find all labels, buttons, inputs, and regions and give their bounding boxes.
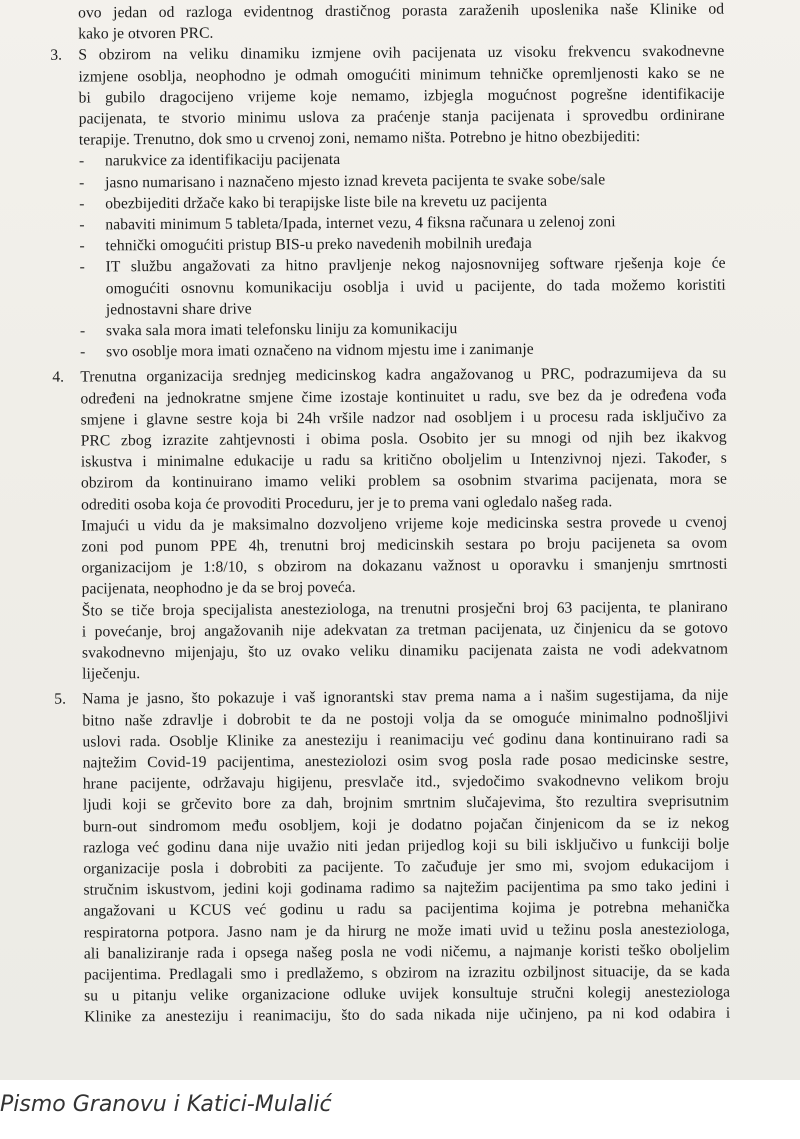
text-line: pacijenata, neophodno je da se broj poveća. — [81, 579, 356, 598]
text-line: kako je otvoren PRC. — [78, 24, 214, 43]
text-line: jednostavni share drive — [105, 300, 252, 319]
list-number: 3. — [50, 47, 63, 65]
text-line: razloga već godinu dana nije uvažio niti jedan prijedlog koji su bili isključivo u funkciji bolje — [83, 835, 730, 857]
text-line: pacijenata, te stvorio minimu uslova za praćenje stanja pacijenata i sprovedbu ordinirane — [78, 106, 725, 128]
text-line: svo osoblje mora imati označeno na vidnom mjestu ime i zanimanje — [106, 340, 534, 361]
text-line: ovo jedan od razloga evidentnog drastičnog porasta zaraženih uposlenika naše Klinike od — [78, 0, 725, 22]
text-line: svakodnevno mijenjaju, što uz ovako veliku dinamiku pacijenata zaista ne vodi adekvatnom — [81, 640, 729, 662]
text-line: pacijentima. Predlagali smo i predlažemo, s obzirom na izrazitu ozbiljnost situacije, da se kada — [83, 962, 730, 984]
text-line: bi gubilo dragocijeno vrijeme koje nemamo, izbjegla mogućnost pogrešne identifikacije — [78, 85, 725, 107]
text-line: bitno naše zdravlje i dobrobit te da ne postoji volja da se omoguće minimalno podnošljivi — [82, 708, 729, 730]
text-line: IT službu angažovati za hitno pravljenje nekog najosnovnijeg software rješenja koje će — [105, 254, 726, 276]
text-line: liječenju. — [82, 665, 141, 683]
text-line: odrediti osoba koja će provoditi Proceduru, jer je to prema vani ogledalo našeg rada. — [81, 492, 613, 514]
text-line: S obzirom na veliku dinamiku izmjene ovih pacijenata uz visoku frekvencu svakodnevne — [78, 42, 725, 64]
bullet-marker: - — [79, 322, 86, 340]
text-line: svaka sala mora imati telefonsku liniju za komunikaciju — [105, 320, 458, 340]
text-line: terapije. Trenutno, dok smo u crvenoj zoni, nemamo ništa. Potrebno je hitno obezbijediti: — [78, 128, 641, 149]
text-line: narukvice za identifikaciju pacijenata — [104, 151, 341, 170]
text-line: ali banaliziranje rada i opsega našeg posla ne vodi ničemu, a najmanje koristi teško oboljelim — [83, 941, 730, 963]
text-line: obzirom da kontinuirano imamo veliki problem sa osobnim stvarima pacijenata, mora se — [80, 470, 727, 492]
text-line: burn-out sindromom među osobljem, koji je dodatno pojačan činjenicom da se iz nekog — [82, 814, 730, 836]
text-line: smjene i glavne sestre koja bi 24h vršile nadzor nad osobljem i u procesu rada isključivo za — [80, 407, 727, 429]
text-line: nabaviti minimum 5 tableta/Ipada, internet vezu, 4 fiksna računara u zelenoj zoni — [105, 213, 616, 234]
text-line: Trenutna organizacija srednjeg medicinskog kadra angažovanog u PRC, podrazumijeva da su — [80, 364, 727, 386]
list-number: 5. — [54, 691, 67, 709]
text-line: stručnim iskustvom, jedini koji godinama radimo sa najtežim pacijentima pa smo tako jedini i — [83, 877, 730, 899]
list-number: 4. — [52, 369, 65, 387]
text-line: Što se tiče broja specijalista anesteziologa, na trenutni prosječni broj 63 pacijenta, te planirano — [81, 598, 728, 620]
text-line: organizacije posla i dobrobiti za pacijente. To začuđuje jer smo mi, svojom edukacijom i — [83, 856, 730, 878]
text-line: određeni na jednokratne smjene čime izostaje kontinuitet u radu, sve bez da je određena vođa — [80, 386, 727, 408]
text-line: hrane pacijente, održavaju higijenu, presvlače itd., svjedočimo svakodnevno velikom broju — [82, 771, 729, 793]
text-line: obezbijediti držače kako bi terapijske liste bile na krevetu uz pacijenta — [105, 192, 548, 213]
bullet-marker: - — [79, 174, 85, 192]
text-line: i povećanje, broj angažovanih nije adekvatan za tretman pacijenata, uz činjenicu da se gotovo — [81, 619, 728, 641]
text-line: Nama je jasno, što pokazuje i vaš ignorantski stav prema nama a i našim sugestijama, da nije — [82, 686, 729, 708]
text-line: respiratorna potpora. Jasno nam je da hirurg ne može imati uvid u težinu posla anesteziologa, — [83, 920, 730, 942]
text-line: jasno numarisano i naznačeno mjesto iznad kreveta pacijenta te svake sobe/sale — [105, 170, 606, 191]
text-line: uslovi rada. Osoblje Klinike za anesteziju i reanimaciju već godinu dana kontinuirano radi sa — [82, 729, 729, 751]
text-line: PRC zbog izrazite zahtjevnosti i obima posla. Osobito jer su mnogi od njih bez ikakvog — [80, 428, 727, 450]
text-line: organizacijom je 1:8/10, s obzirom na dokazanu važnost u oporavku i smanjenju smrtnosti — [81, 555, 728, 577]
text-line: ljudi koji se grčevito bore za dah, brojnim smrtnim slučajevima, što rezultira sveprisutnim — [82, 792, 729, 814]
text-line: zoni pod punom PPE 4h, trenutni broj medicinskih sestara po broju pacijeneta sa ovom — [81, 534, 728, 556]
text-line: Imajući u vidu da je maksimalno dozvoljeno vrijeme koje medicinska sestra provede u cvenoj — [81, 513, 728, 535]
bullet-marker: - — [79, 216, 85, 234]
image-caption: Pismo Granovu i Katici-Mulalić — [0, 1092, 332, 1117]
bullet-marker: - — [79, 258, 85, 276]
text-line: Klinike za anesteziju i reanimaciju, što do sada nikada nije učinjeno, pa ni kod odabira i — [84, 1004, 731, 1026]
text-line: su u pitanju velike organizacione odluke uvijek konsultuje stručni kolegij anesteziologa — [84, 983, 731, 1005]
text-line: tehnički omogućiti pristup BIS-u preko navedenih mobilnih uređaja — [105, 234, 532, 255]
bullet-marker: - — [79, 237, 85, 255]
text-line: izmjene osoblja, neophodno je odmah omogućiti minimum tehničke opremljenosti kako se ne — [78, 64, 725, 86]
text-line: angažovani u KCUS već godinu u radu sa pacijentima kojima je potrebna mehanička — [83, 898, 730, 920]
bullet-marker: - — [79, 195, 85, 213]
text-line: iskustva i minimalne edukacije u radu sa kritično oboljelim u Intenzivnoj njezi. Također, s — [80, 449, 727, 471]
text-line: najtežim Covid-19 pacijentima, anesteziolozi osim svog posla rade posao medicinske sestre, — [82, 750, 729, 772]
bullet-marker: - — [78, 152, 85, 170]
text-line: omogućiti osnovnu komunikaciju osoblja i uvid u pacijente, do tada možemo koristiti — [105, 276, 726, 297]
bullet-marker: - — [80, 343, 86, 361]
